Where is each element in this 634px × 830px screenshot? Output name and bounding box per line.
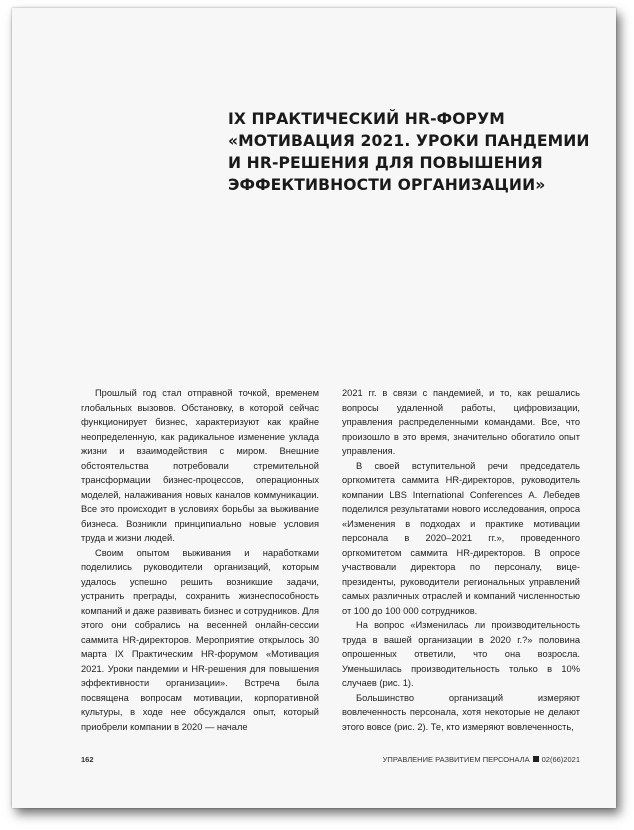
article-title: IX ПРАКТИЧЕСКИЙ HR-ФОРУМ «МОТИВАЦИЯ 2021. УРОКИ ПАНДЕМИИ И HR-РЕШЕНИЯ ДЛЯ ПОВЫШЕНИЯ ЭФФЕКТИВНОСТИ ОРГАНИЗАЦИИ» bbox=[228, 110, 590, 194]
paragraph: В своей вступительной речи председатель оргкомитета саммита HR-директоров, руководитель компании LBS International Conferences А. Лебедев поделился результатами нового исследования, опроса «Изменения в подходах и практике мотивации персонала в 2020–2021 гг.», проведенного оргкомитетом саммита HR-директоров. В опросе участвовали директора по персоналу, вице-президенты, руководители региональных управлений самых различных отраслей и компаний численностью от 100 до 100 000 сотрудников. bbox=[342, 460, 580, 616]
paragraph: На вопрос «Изменилась ли производительность труда в вашей организации в 2020 г.?» половина опрошенных ответили, что она возросла. Уменьшилась производительность только в 10% случаев (рис. 1). bbox=[342, 620, 580, 688]
paragraph: Своим опытом выживания и наработками поделились руководители организаций, которым удалось успешно решить возникшие задачи, устранить преграды, сохранить жизнеспособность компаний и даже развивать бизнес и сотрудников. Для этого они собрались на весенней онлайн-сессии саммита HR-директоров. Мероприятие открылось 30 марта IX Практическим HR-форумом «Мотивация 2021. Уроки пандемии и HR-решения для повышения эффективности организации». Встреча была посвящена вопросам мотивации, корпоративной культуры, в ходе нее обсуждался опыт, который приобрели компании в 2020 — начале bbox=[81, 547, 319, 732]
journal-name: УПРАВЛЕНИЕ РАЗВИТИЕМ ПЕРСОНАЛА bbox=[382, 755, 530, 764]
left-text-column bbox=[81, 386, 319, 734]
journal-footer bbox=[383, 755, 580, 765]
page-number: 162 bbox=[81, 755, 94, 764]
paragraph-continuation: 2021 гг. в связи с пандемией, и то, как решались вопросы удаленной работы, цифровизации, управления распределенными командами. Все, что произошло в это время, значительно обогатило опыт управления. bbox=[342, 388, 580, 456]
square-separator-icon bbox=[533, 756, 539, 762]
magazine-page bbox=[12, 8, 616, 808]
right-text-column bbox=[342, 386, 580, 734]
issue-number: 02(66)2021 bbox=[541, 755, 580, 764]
paragraph: Прошлый год стал отправной точкой, временем глобальных вызовов. Обстановку, в которой сейчас функционирует бизнес, характеризуют как крайне неопределенную, как радикальное изменение уклада жизни и взаимодействия с миром. Внешние обстоятельства потребовали стремительной трансформации бизнес-процессов, операционных моделей, налаживания новых каналов коммуникации. Все это происходит в условиях борьбы за выживание бизнеса. Возникли принципиально новые условия труда и жизни людей. bbox=[81, 388, 319, 543]
paragraph: Большинство организаций измеряют вовлеченность персонала, хотя некоторые не делают этого вовсе (рис. 2). Те, кто измеряют вовлеченность, bbox=[342, 692, 580, 732]
